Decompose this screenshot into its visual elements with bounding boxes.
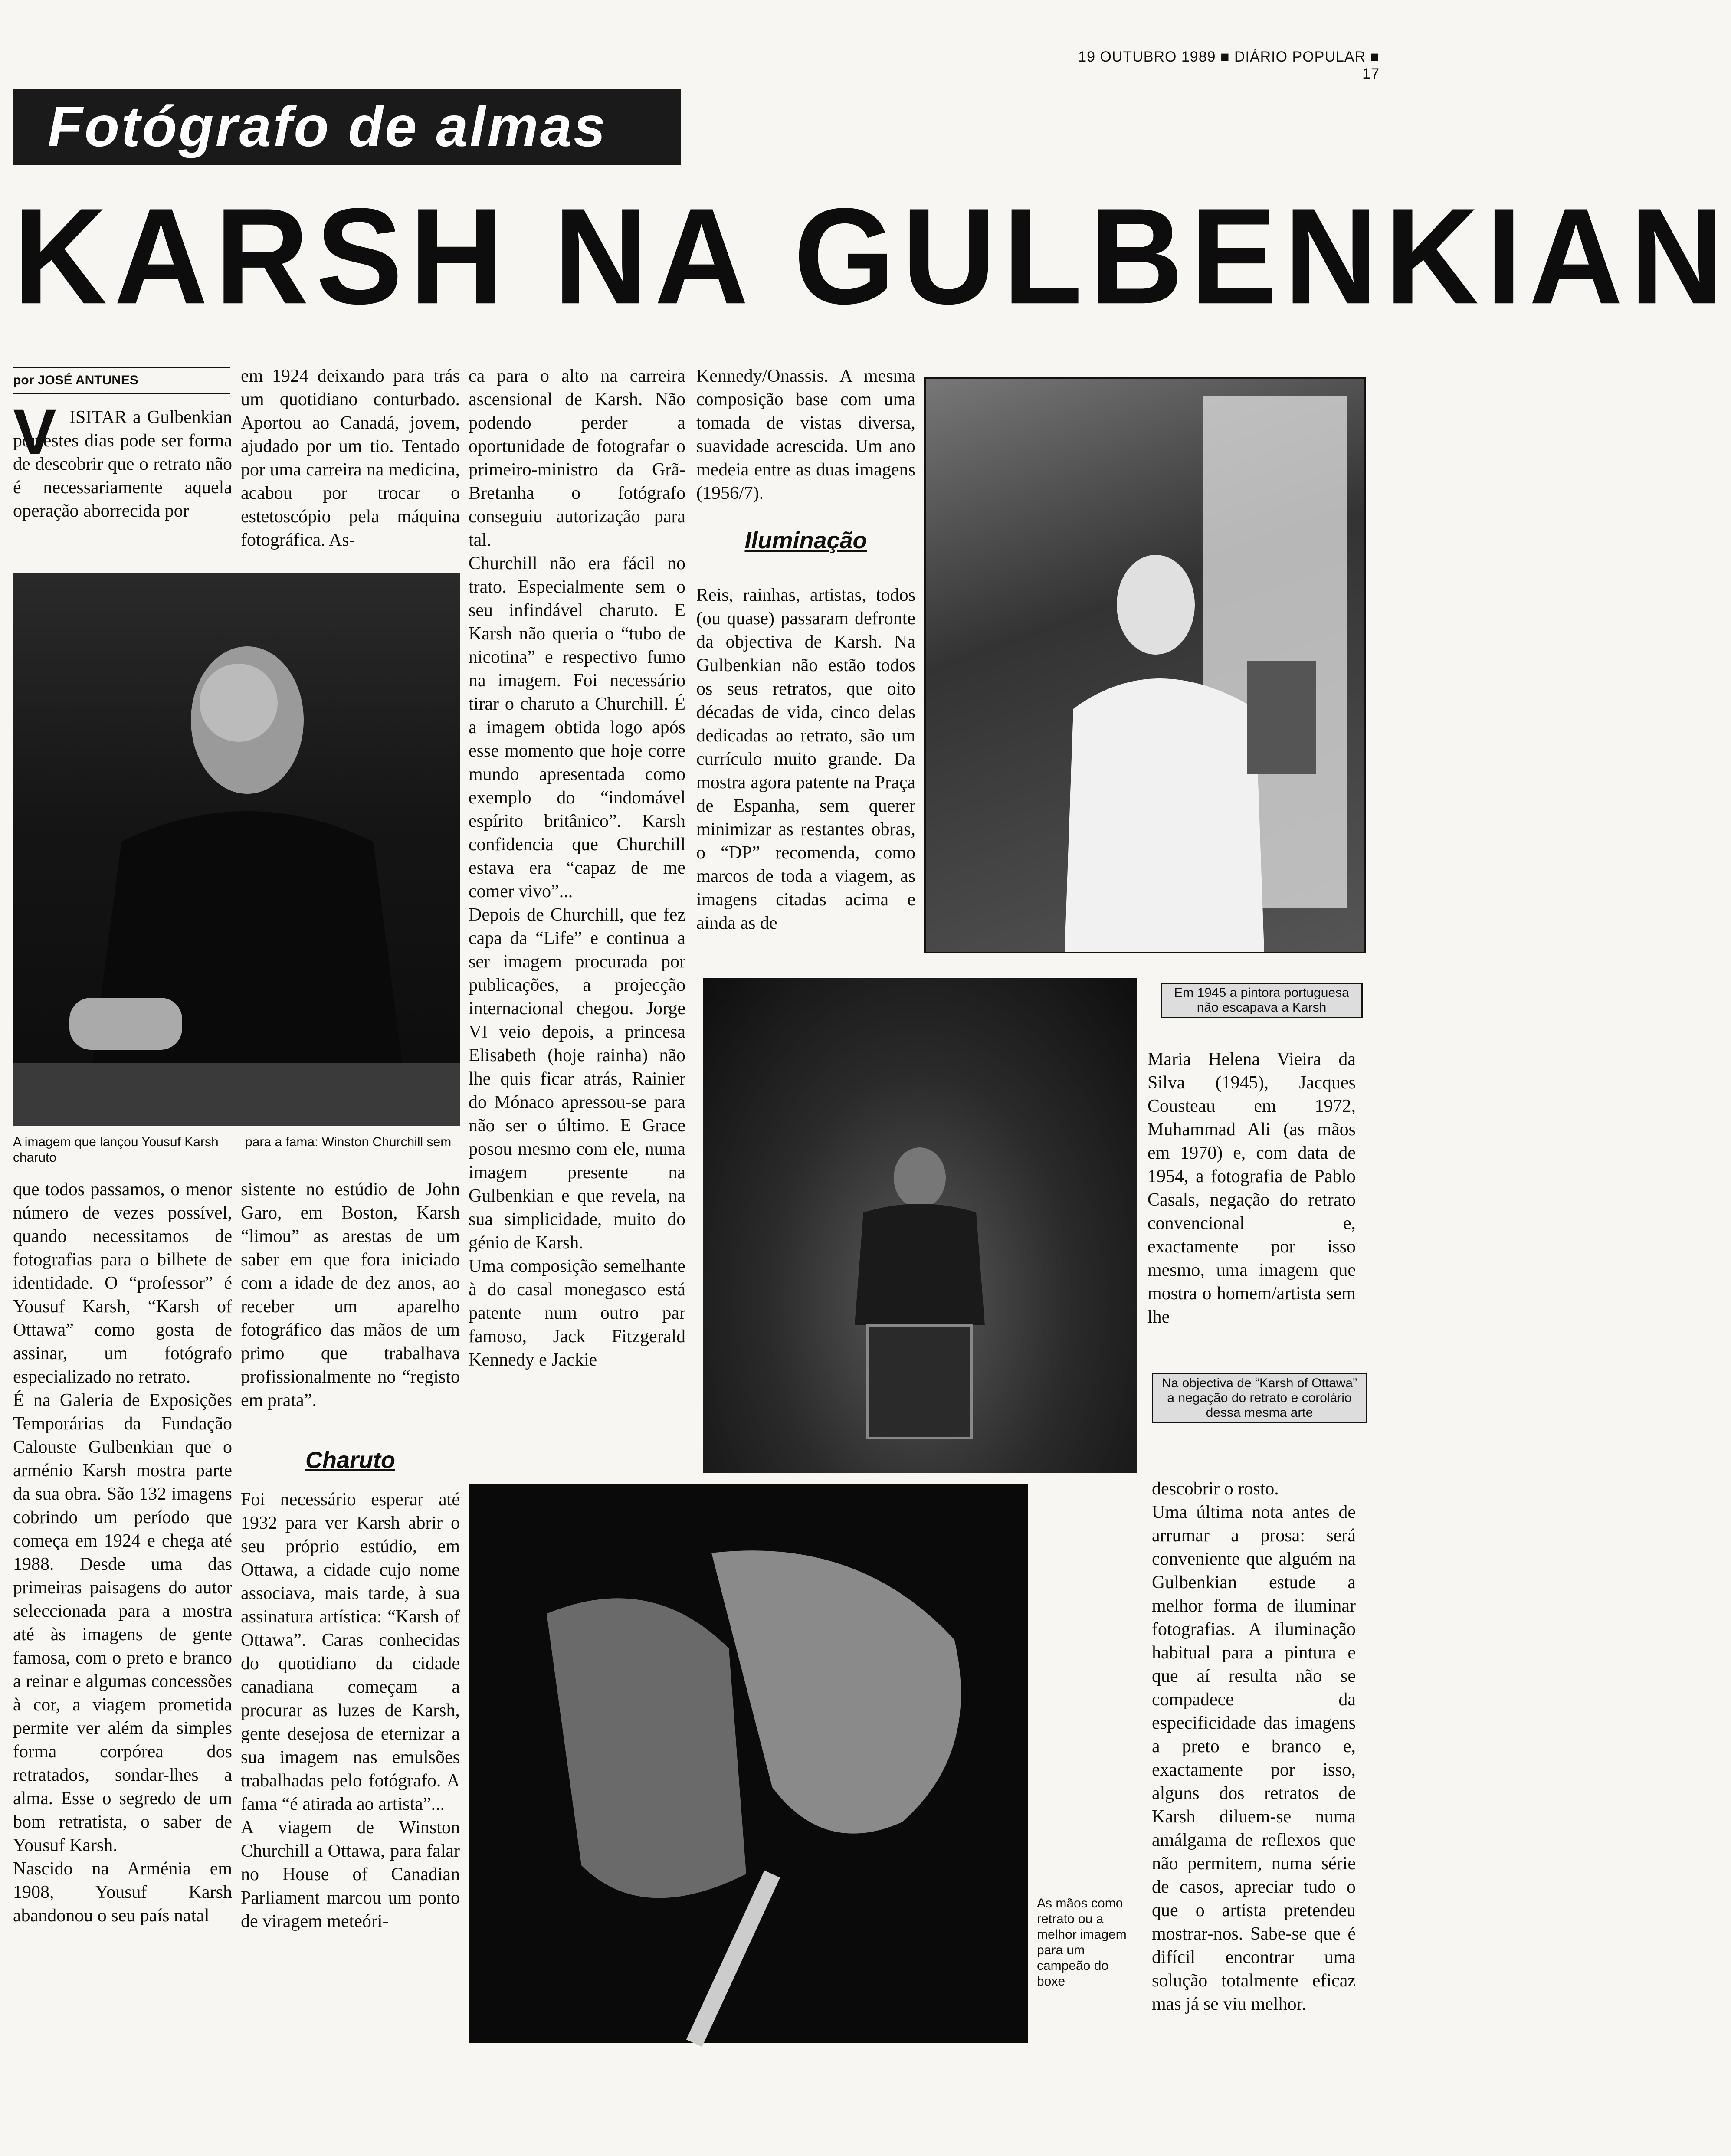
photo-hands: [469, 1484, 1028, 2043]
boxer-hands-icon: [469, 1484, 1028, 2043]
caption-churchill-left: A imagem que lançou Yousuf Karsh charuto: [13, 1135, 219, 1165]
drop-cap: V: [13, 395, 57, 468]
byline-rule-top: [13, 367, 230, 368]
article-col5-bottom: descobrir o rosto. Uma última nota antes de arrumar a prosa: será conveniente que alguém na Gulbenkian estude a melhor forma de iluminar fotografias. A iluminação habitual para a pintura e que aí resulta não se compadece da especificidade das imagens a preto e branco e, exactamente por isso, alguns dos retratos de Karsh diluem-se numa amálgama de reflexos que não permitem, numa série de casos, apreciar tudo o que o artista pretendeu mostrar-nos. Sabe-se que é difícil encontrar uma solução totalmente eficaz mas já se viu melhor.: [1152, 1479, 1356, 2014]
article-col3-text: ca para o alto na carreira ascensional de Karsh. Não podendo perder a oportunidade de fotografar o primeiro-ministro da Grã-Bretanha o fotógrafo conseguiu autorização para tal. Churchill não era fácil no trato. Especialmente sem o seu infindável charuto. E Karsh não queria o “tubo de nicotina” e respectivo fumo na imagem. Foi necessário tirar o charuto a Churchill. É a imagem obtida logo após esse momento que hoje corre mundo apresentada como exemplo do “indomável espírito britânico”. Karsh confidencia que Churchill estava era “capaz de me comer vivo”... Depois de Churchill, que fez capa da “Life” e continua a ser imagem procurada por publicações, a projecção internacional chegou. Jorge VI veio depois, a princesa Elisabeth (hoje rainha) não lhe quis ficar atrás, Rainier do Mónaco apressou-se para não ser o último. E Grace posou mesmo com ele, numa imagem presente na Gulbenkian e que revela, na sua simplicidade, muito do génio de Karsh. Uma composição semelhante à do casal monegasco está patente num outro par famoso, Jack Fitzgerald Kennedy e Jackie: [469, 366, 685, 1370]
casals-cellist-icon: [703, 978, 1137, 1473]
vieira-portrait-icon: [926, 379, 1364, 952]
churchill-portrait-icon: [13, 573, 460, 1126]
byline: por JOSÉ ANTUNES: [13, 373, 138, 387]
article-col1-bottom: que todos passamos, o menor número de vezes possível, quando necessitamos de fotografias para o bilhete de identidade. O “professor” é Yousuf Karsh, “Karsh of Ottawa” como gosta de assinar, um fotógrafo especializado no retrato. É na Galeria de Exposições Temporárias da Fundação Calouste Gulbenkian que o arménio Karsh mostra parte da sua obra. São 132 imagens cobrindo um período que começa em 1924 e chega até 1988. Desde uma das primeiras paisagens do autor seleccionada para a mostra até às imagens de gente famosa, com o preto e branco a reinar e algumas concessões à cor, a viagem prometida permite ver além da simples forma corpórea dos retratados, sondar-lhes a alma. Esse o segredo de um bom retratista, o saber de Yousuf Karsh. Nascido na Arménia em 1908, Yousuf Karsh abandonou o seu país natal: [13, 1180, 232, 1926]
article-col2-bottom: sistente no estúdio de John Garo, em Boston, Karsh “limou” as arestas de um saber em que fora iniciado com a idade de dez anos, ao receber um aparelho fotográfico das mãos de um primo que trabalhava profissionalmente no “registo em prata”.: [241, 1180, 460, 1410]
article-col4-iluminacao: Reis, rainhas, artistas, todos (ou quase) passaram defronte da objectiva de Karsh. Na Gulbenkian não estão todos os seus retratos, que oito décadas de vida, cinco delas dedicadas ao retrato, são um currículo muito grande. Da mostra agora patente na Praça de Espanha, sem querer minimizar as restantes obras, o “DP” recomenda, como marcos de toda a viagem, as imagens citadas acima e ainda as de: [696, 585, 915, 933]
photo-churchill: [13, 573, 460, 1126]
byline-rule-bottom: [13, 393, 230, 394]
photo-casals: [703, 978, 1137, 1473]
article-col2-charuto: Foi necessário esperar até 1932 para ver Karsh abrir o seu próprio estúdio, em Ottawa, a cidade cujo nome associava, mais tarde, à sua assinatura artística: “Karsh of Ottawa”. Caras conhecidas do quotidiano da cidade canadiana começam a procurar as luzes de Karsh, gente desejosa de eternizar a sua imagem nas emulsões trabalhadas pelo fotógrafo. A fama “é atirada ao artista”... A viagem de Winston Churchill a Ottawa, para falar no House of Canadian Parliament marcou um ponto de viragem meteóri-: [241, 1490, 460, 1931]
caption-churchill-right: para a fama: Winston Churchill sem: [245, 1135, 452, 1149]
kicker-title: Fotógrafo de almas: [48, 95, 607, 158]
subhead-charuto: Charuto: [305, 1447, 395, 1473]
caption-hands: As mãos como retrato ou a melhor imagem para um campeão do boxe: [1037, 1896, 1127, 1989]
kicker-bar: [13, 89, 681, 165]
photo-vieira-da-silva: [924, 377, 1366, 953]
page-header: 19 OUTUBRO 1989 ■ DIÁRIO POPULAR ■ 17: [1078, 49, 1380, 82]
article-col2-top: em 1924 deixando para trás um quotidiano conturbado. Aportou ao Canadá, jovem, ajudado por um tio. Tentado por uma carreira na medicina, acabou por trocar o estetoscópio pela máquina fotográfica. As-: [241, 366, 460, 550]
article-col4-top: Kennedy/Onassis. A mesma composição base com uma tomada de vistas diversa, suavidade acrescida. Um ano medeia entre as duas imagens (1956/7).: [696, 366, 915, 503]
caption-box-vieira: Em 1945 a pintora portuguesa não escapava a Karsh: [1161, 983, 1363, 1018]
caption-box-casals: Na objectiva de “Karsh of Ottawa” a negação do retrato e corolário dessa mesma arte: [1152, 1373, 1367, 1423]
headline: KARSH NA GULBENKIAN: [13, 179, 1731, 333]
subhead-iluminacao: Iluminação: [744, 528, 867, 554]
article-col1-intro: ISITAR a Gulbenkian por estes dias pode ser forma de descobrir que o retrato não é necessariamente aquela operação aborrecida por: [13, 407, 232, 521]
article-col5-middle: Maria Helena Vieira da Silva (1945), Jacques Cousteau em 1972, Muhammad Ali (as mãos em 1970) e, com data de 1954, a fotografia de Pablo Casals, negação do retrato convencional e, exactamente por isso mesmo, uma imagem que mostra o homem/artista sem lhe: [1147, 1049, 1356, 1327]
